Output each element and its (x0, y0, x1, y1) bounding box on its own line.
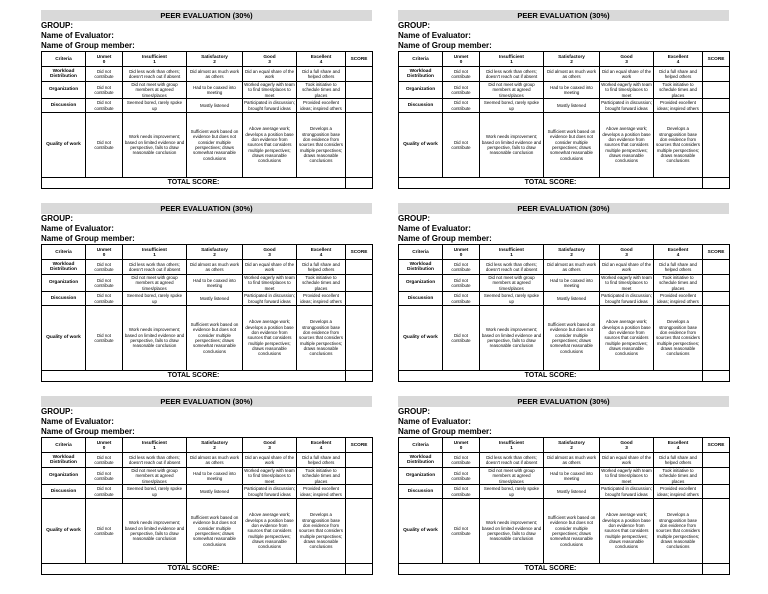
rubric-cell: Develops a strongposition base don evidence from sources that considers multiple perspectives; draws reasonable conclusions (297, 113, 346, 178)
rubric-cell: Did not contribute (443, 99, 480, 113)
rubric-row-workload (399, 260, 730, 275)
peer-evaluation-form (41, 203, 372, 390)
rubric-cell: Did not contribute (443, 453, 480, 468)
rubric-cell: Mostly listened (544, 292, 600, 306)
evaluator-label: Name of Evaluator: (41, 224, 114, 233)
rubric-cell: Develops a strongposition base don evidence from sources that considers multiple perspectives; draws reasonable conclusions (654, 499, 703, 564)
rubric-cell: Had to be coaxed into meeting (187, 82, 243, 99)
level-header: Satisfactory 2 (544, 52, 600, 67)
rubric-cell: Did not meet with group members at agreed times/places (123, 468, 187, 485)
score-cell[interactable] (346, 306, 373, 371)
rubric-cell: Work needs improvement; based on limited evidence and perspective, fails to draw reasonable conclusion (480, 499, 544, 564)
total-score-label: TOTAL SCORE: (399, 178, 703, 189)
rubric-cell: Seemed bored, rarely spoke up (480, 292, 544, 306)
rubric-cell: Develops a strongposition base don evidence from sources that considers multiple perspectives; draws reasonable conclusions (297, 499, 346, 564)
level-header: Insufficient 1 (480, 52, 544, 67)
criteria-cell: Quality of work (399, 306, 443, 371)
criteria-cell: Organization (399, 468, 443, 485)
rubric-cell: Did a full share and helped others (654, 453, 703, 468)
rubric-cell: Work needs improvement; based on limited evidence and perspective, fails to draw reasonable conclusion (123, 306, 187, 371)
criteria-cell: Organization (42, 82, 86, 99)
evaluator-label: Name of Evaluator: (41, 31, 114, 40)
group-member-label: Name of Group member: (398, 41, 492, 50)
rubric-cell: Did less work than others; doesn't reach out if absent (123, 260, 187, 275)
score-header: SCORE (346, 438, 373, 453)
rubric-cell: Did not contribute (86, 292, 123, 306)
rubric-header-row (399, 52, 730, 67)
rubric-cell: Mostly listened (187, 292, 243, 306)
group-member-label: Name of Group member: (398, 427, 492, 436)
criteria-cell: Quality of work (399, 499, 443, 564)
score-cell[interactable] (703, 275, 730, 292)
rubric-header-row (42, 438, 373, 453)
peer-evaluation-form (41, 10, 372, 197)
total-score-cell[interactable] (346, 564, 373, 575)
rubric-row-quality (399, 499, 730, 564)
rubric-row-discussion (42, 99, 373, 113)
criteria-cell: Workload Distribution (399, 453, 443, 468)
rubric-cell: Did almost as much work as others (544, 453, 600, 468)
rubric-cell: Worked eagerly with team to find times/places to meet (601, 82, 652, 98)
rubric-cell: Sufficient work based on evidence but does not consider multiple perspectives; draws somewhat reasonable conclusions (544, 113, 600, 178)
level-header: Good 3 (243, 52, 297, 67)
rubric-cell: Did almost as much work as others (187, 453, 243, 468)
form-title: PEER EVALUATION (30%) (41, 10, 372, 21)
group-member-label: Name of Group member: (398, 234, 492, 243)
evaluator-label: Name of Evaluator: (398, 224, 471, 233)
level-header: Excellent 4 (297, 52, 346, 67)
score-cell[interactable] (346, 485, 373, 499)
score-cell[interactable] (703, 113, 730, 178)
rubric-row-quality (42, 499, 373, 564)
peer-evaluation-form (41, 396, 372, 583)
score-header: SCORE (346, 245, 373, 260)
score-header: SCORE (703, 52, 730, 67)
peer-evaluation-form (398, 203, 729, 390)
rubric-cell: Did less work than others; doesn't reach out if absent (480, 67, 544, 82)
rubric-row-workload (399, 453, 730, 468)
rubric-cell: Sufficient work based on evidence but does not consider multiple perspectives; draws somewhat reasonable conclusions (187, 499, 243, 564)
rubric-header-row (42, 52, 373, 67)
rubric-table (398, 244, 730, 382)
total-score-label: TOTAL SCORE: (399, 564, 703, 575)
rubric-cell: Did almost as much work as others (544, 67, 600, 82)
rubric-cell: Seemed bored, rarely spoke up (123, 99, 187, 113)
rubric-row-quality (42, 113, 373, 178)
evaluator-label: Name of Evaluator: (398, 31, 471, 40)
rubric-cell: Did almost as much work as others (544, 260, 600, 275)
rubric-row-workload (399, 67, 730, 82)
rubric-cell: Above average work; develops a position base don evidence from sources that considers multiple perspectives; draws reasonable conclusions (243, 499, 297, 564)
criteria-cell: Quality of work (42, 499, 86, 564)
total-row (399, 178, 730, 189)
rubric-cell: Had to be coaxed into meeting (544, 468, 600, 485)
rubric-cell: Above average work; develops a position base don evidence from sources that considers multiple perspectives; draws reasonable conclusions (600, 499, 654, 564)
rubric-cell: Worked eagerly with team to find times/places to meet (244, 82, 295, 98)
rubric-row-discussion (42, 485, 373, 499)
rubric-cell: Did an equal share of the work (243, 453, 297, 468)
rubric-cell: Work needs improvement; based on limited evidence and perspective, fails to draw reasonable conclusion (123, 499, 187, 564)
score-cell[interactable] (703, 99, 730, 113)
level-header: Insufficient 1 (123, 52, 187, 67)
rubric-cell: Provided excellent ideas; inspired others (297, 99, 346, 113)
total-score-label: TOTAL SCORE: (42, 178, 346, 189)
score-cell[interactable] (703, 67, 730, 82)
criteria-cell: Organization (42, 468, 86, 485)
score-cell[interactable] (703, 260, 730, 275)
criteria-header: Criteria (42, 52, 86, 67)
level-header: Satisfactory 2 (187, 438, 243, 453)
criteria-cell: Organization (399, 275, 443, 292)
score-cell[interactable] (346, 67, 373, 82)
rubric-cell: Had to be coaxed into meeting (544, 275, 600, 292)
rubric-cell: Participated in discussion; brought forward ideas (244, 293, 295, 304)
rubric-cell: Sufficient work based on evidence but does not consider multiple perspectives; draws somewhat reasonable conclusions (544, 306, 600, 371)
rubric-table (398, 51, 730, 189)
rubric-row-organization (42, 82, 373, 99)
rubric-cell: Provided excellent ideas; inspired others (654, 99, 703, 113)
rubric-cell: Had to be coaxed into meeting (187, 468, 243, 485)
criteria-cell: Discussion (399, 485, 443, 499)
level-header: Unmet 0 (86, 438, 123, 453)
rubric-cell: Participated in discussion; brought forward ideas (601, 293, 652, 304)
level-header: Excellent 4 (654, 52, 703, 67)
rubric-cell: Worked eagerly with team to find times/places to meet (244, 275, 295, 291)
rubric-row-organization (399, 82, 730, 99)
rubric-cell: Did not contribute (443, 485, 480, 499)
score-cell[interactable] (703, 468, 730, 485)
rubric-cell: Did not contribute (443, 67, 480, 82)
rubric-row-discussion (399, 485, 730, 499)
form-title: PEER EVALUATION (30%) (398, 203, 729, 214)
rubric-cell: Did less work than others; doesn't reach out if absent (123, 453, 187, 468)
total-row (42, 564, 373, 575)
criteria-header: Criteria (399, 245, 443, 260)
rubric-cell: Did less work than others; doesn't reach out if absent (480, 260, 544, 275)
rubric-cell: Above average work; develops a position base don evidence from sources that considers multiple perspectives; draws reasonable conclusions (243, 306, 297, 371)
score-cell[interactable] (346, 453, 373, 468)
rubric-cell: Did almost as much work as others (187, 260, 243, 275)
rubric-cell: Provided excellent ideas; inspired others (297, 292, 346, 306)
total-score-cell[interactable] (703, 178, 730, 189)
rubric-row-organization (399, 468, 730, 485)
rubric-cell: Seemed bored, rarely spoke up (480, 485, 544, 499)
level-header: Good 3 (243, 438, 297, 453)
rubric-row-discussion (399, 292, 730, 306)
level-header: Good 3 (600, 245, 654, 260)
rubric-cell: Above average work; develops a position base don evidence from sources that considers multiple perspectives; draws reasonable conclusions (243, 113, 297, 178)
rubric-cell: Did not contribute (443, 260, 480, 275)
rubric-cell: Did not contribute (86, 99, 123, 113)
criteria-cell: Workload Distribution (42, 260, 86, 275)
rubric-row-workload (42, 67, 373, 82)
total-score-label: TOTAL SCORE: (42, 564, 346, 575)
evaluator-label: Name of Evaluator: (41, 417, 114, 426)
group-label: GROUP: (41, 407, 73, 416)
rubric-cell: Sufficient work based on evidence but does not consider multiple perspectives; draws somewhat reasonable conclusions (544, 499, 600, 564)
level-header: Unmet 0 (86, 245, 123, 260)
group-label: GROUP: (398, 21, 430, 30)
group-label: GROUP: (41, 21, 73, 30)
criteria-cell: Discussion (399, 99, 443, 113)
rubric-cell: Did not contribute (86, 485, 123, 499)
rubric-cell: Develops a strongposition base don evidence from sources that considers multiple perspectives; draws reasonable conclusions (297, 306, 346, 371)
criteria-cell: Discussion (42, 485, 86, 499)
rubric-table (398, 437, 730, 575)
rubric-cell: Work needs improvement; based on limited evidence and perspective, fails to draw reasonable conclusion (123, 113, 187, 178)
peer-evaluation-form (398, 10, 729, 197)
peer-evaluation-form (398, 396, 729, 583)
criteria-cell: Organization (42, 275, 86, 292)
rubric-cell: Work needs improvement; based on limited evidence and perspective, fails to draw reasonable conclusion (480, 306, 544, 371)
rubric-cell: Participated in discussion; brought forward ideas (244, 100, 295, 111)
rubric-cell: Did a full share and helped others (297, 453, 346, 468)
group-label: GROUP: (398, 407, 430, 416)
rubric-cell: Provided excellent ideas; inspired others (654, 292, 703, 306)
score-cell[interactable] (703, 292, 730, 306)
rubric-row-quality (399, 113, 730, 178)
rubric-cell: Took initiative to schedule times and places (654, 468, 703, 485)
rubric-cell: Did not contribute (86, 453, 123, 468)
rubric-cell: Did a full share and helped others (654, 67, 703, 82)
rubric-cell: Had to be coaxed into meeting (187, 275, 243, 292)
rubric-table (41, 244, 373, 382)
rubric-cell: Took initiative to schedule times and places (654, 275, 703, 292)
total-row (42, 371, 373, 382)
rubric-cell: Did not contribute (443, 113, 480, 178)
rubric-cell: Did less work than others; doesn't reach out if absent (480, 453, 544, 468)
criteria-cell: Workload Distribution (42, 67, 86, 82)
group-member-label: Name of Group member: (41, 234, 135, 243)
rubric-cell: Sufficient work based on evidence but does not consider multiple perspectives; draws somewhat reasonable conclusions (187, 113, 243, 178)
rubric-cell: Sufficient work based on evidence but does not consider multiple perspectives; draws somewhat reasonable conclusions (187, 306, 243, 371)
rubric-cell: Participated in discussion; brought forward ideas (244, 486, 295, 497)
criteria-cell: Quality of work (42, 113, 86, 178)
rubric-cell: Did not contribute (443, 275, 480, 292)
level-header: Satisfactory 2 (544, 438, 600, 453)
score-cell[interactable] (703, 453, 730, 468)
score-cell[interactable] (346, 292, 373, 306)
rubric-cell: Did an equal share of the work (243, 260, 297, 275)
rubric-cell: Did a full share and helped others (654, 260, 703, 275)
rubric-cell: Did not contribute (443, 82, 480, 99)
form-title: PEER EVALUATION (30%) (398, 10, 729, 21)
rubric-cell: Mostly listened (187, 485, 243, 499)
rubric-header-row (42, 245, 373, 260)
rubric-cell: Took initiative to schedule times and places (654, 82, 703, 99)
rubric-cell: Did not contribute (86, 499, 123, 564)
total-row (42, 178, 373, 189)
criteria-cell: Workload Distribution (399, 67, 443, 82)
rubric-cell: Took initiative to schedule times and places (297, 468, 346, 485)
group-member-label: Name of Group member: (41, 41, 135, 50)
rubric-cell: Did not contribute (86, 67, 123, 82)
rubric-cell: Worked eagerly with team to find times/places to meet (601, 468, 652, 484)
rubric-table (41, 437, 373, 575)
rubric-cell: Participated in discussion; brought forward ideas (601, 100, 652, 111)
rubric-cell: Did not meet with group members at agreed times/places (480, 82, 544, 99)
rubric-cell: Did not contribute (86, 260, 123, 275)
rubric-cell: Did not contribute (86, 275, 123, 292)
score-cell[interactable] (346, 499, 373, 564)
score-cell[interactable] (703, 499, 730, 564)
score-cell[interactable] (346, 468, 373, 485)
level-header: Good 3 (243, 245, 297, 260)
level-header: Satisfactory 2 (187, 245, 243, 260)
rubric-cell: Did not contribute (443, 306, 480, 371)
rubric-cell: Did not contribute (443, 468, 480, 485)
rubric-header-row (399, 438, 730, 453)
rubric-table (41, 51, 373, 189)
form-title: PEER EVALUATION (30%) (398, 396, 729, 407)
rubric-cell: Did not contribute (443, 499, 480, 564)
rubric-cell: Did not meet with group members at agreed times/places (480, 468, 544, 485)
rubric-cell: Participated in discussion; brought forward ideas (601, 486, 652, 497)
total-score-label: TOTAL SCORE: (42, 371, 346, 382)
total-score-label: TOTAL SCORE: (399, 371, 703, 382)
rubric-row-discussion (42, 292, 373, 306)
rubric-header-row (399, 245, 730, 260)
total-score-cell[interactable] (703, 371, 730, 382)
level-header: Insufficient 1 (123, 245, 187, 260)
rubric-cell: Did a full share and helped others (297, 67, 346, 82)
rubric-cell: Develops a strongposition base don evidence from sources that considers multiple perspectives; draws reasonable conclusions (654, 306, 703, 371)
rubric-cell: Worked eagerly with team to find times/places to meet (244, 468, 295, 484)
rubric-cell: Did not contribute (443, 292, 480, 306)
rubric-row-workload (42, 260, 373, 275)
criteria-cell: Quality of work (42, 306, 86, 371)
score-cell[interactable] (346, 82, 373, 99)
level-header: Satisfactory 2 (187, 52, 243, 67)
level-header: Unmet 0 (443, 245, 480, 260)
level-header: Unmet 0 (443, 438, 480, 453)
level-header: Good 3 (600, 52, 654, 67)
rubric-cell: Provided excellent ideas; inspired others (654, 485, 703, 499)
rubric-cell: Mostly listened (544, 99, 600, 113)
rubric-cell: Provided excellent ideas; inspired others (297, 485, 346, 499)
form-title: PEER EVALUATION (30%) (41, 396, 372, 407)
criteria-header: Criteria (399, 438, 443, 453)
criteria-cell: Discussion (399, 292, 443, 306)
criteria-header: Criteria (42, 438, 86, 453)
level-header: Excellent 4 (297, 438, 346, 453)
score-cell[interactable] (703, 82, 730, 99)
rubric-cell: Did not contribute (86, 306, 123, 371)
form-title: PEER EVALUATION (30%) (41, 203, 372, 214)
level-header: Excellent 4 (654, 438, 703, 453)
criteria-cell: Organization (399, 82, 443, 99)
rubric-row-quality (42, 306, 373, 371)
rubric-row-workload (42, 453, 373, 468)
score-cell[interactable] (346, 275, 373, 292)
score-cell[interactable] (703, 485, 730, 499)
rubric-cell: Above average work; develops a position base don evidence from sources that considers multiple perspectives; draws reasonable conclusions (600, 113, 654, 178)
criteria-cell: Workload Distribution (399, 260, 443, 275)
rubric-cell: Did an equal share of the work (600, 453, 654, 468)
level-header: Good 3 (600, 438, 654, 453)
score-header: SCORE (703, 245, 730, 260)
rubric-cell: Work needs improvement; based on limited evidence and perspective, fails to draw reasonable conclusion (480, 113, 544, 178)
level-header: Excellent 4 (297, 245, 346, 260)
criteria-header: Criteria (42, 245, 86, 260)
rubric-cell: Did not contribute (86, 468, 123, 485)
criteria-cell: Workload Distribution (42, 453, 86, 468)
rubric-cell: Did almost as much work as others (187, 67, 243, 82)
score-cell[interactable] (346, 99, 373, 113)
group-member-label: Name of Group member: (41, 427, 135, 436)
total-row (399, 564, 730, 575)
total-score-cell[interactable] (703, 564, 730, 575)
evaluator-label: Name of Evaluator: (398, 417, 471, 426)
total-score-cell[interactable] (346, 371, 373, 382)
rubric-cell: Seemed bored, rarely spoke up (123, 292, 187, 306)
rubric-cell: Above average work; develops a position base don evidence from sources that considers multiple perspectives; draws reasonable conclusions (600, 306, 654, 371)
score-header: SCORE (346, 52, 373, 67)
rubric-row-organization (399, 275, 730, 292)
rubric-cell: Did less work than others; doesn't reach out if absent (123, 67, 187, 82)
level-header: Unmet 0 (86, 52, 123, 67)
rubric-row-quality (399, 306, 730, 371)
score-cell[interactable] (703, 306, 730, 371)
level-header: Insufficient 1 (480, 245, 544, 260)
rubric-row-discussion (399, 99, 730, 113)
score-header: SCORE (703, 438, 730, 453)
group-label: GROUP: (398, 214, 430, 223)
rubric-cell: Did not meet with group members at agreed times/places (123, 275, 187, 292)
rubric-cell: Seemed bored, rarely spoke up (480, 99, 544, 113)
level-header: Satisfactory 2 (544, 245, 600, 260)
rubric-cell: Did not contribute (86, 113, 123, 178)
score-cell[interactable] (346, 260, 373, 275)
rubric-cell: Did an equal share of the work (600, 260, 654, 275)
total-score-cell[interactable] (346, 178, 373, 189)
total-row (399, 371, 730, 382)
rubric-cell: Did not contribute (86, 82, 123, 99)
rubric-cell: Took initiative to schedule times and places (297, 82, 346, 99)
rubric-cell: Seemed bored, rarely spoke up (123, 485, 187, 499)
rubric-row-organization (42, 468, 373, 485)
rubric-cell: Develops a strongposition base don evidence from sources that considers multiple perspectives; draws reasonable conclusions (654, 113, 703, 178)
level-header: Excellent 4 (654, 245, 703, 260)
rubric-cell: Mostly listened (187, 99, 243, 113)
rubric-cell: Mostly listened (544, 485, 600, 499)
rubric-cell: Worked eagerly with team to find times/places to meet (601, 275, 652, 291)
rubric-cell: Did not meet with group members at agreed times/places (123, 82, 187, 99)
level-header: Insufficient 1 (123, 438, 187, 453)
criteria-header: Criteria (399, 52, 443, 67)
rubric-cell: Did an equal share of the work (243, 67, 297, 82)
criteria-cell: Quality of work (399, 113, 443, 178)
rubric-cell: Took initiative to schedule times and places (297, 275, 346, 292)
score-cell[interactable] (346, 113, 373, 178)
rubric-cell: Did an equal share of the work (600, 67, 654, 82)
rubric-cell: Did a full share and helped others (297, 260, 346, 275)
level-header: Insufficient 1 (480, 438, 544, 453)
rubric-row-organization (42, 275, 373, 292)
criteria-cell: Discussion (42, 99, 86, 113)
criteria-cell: Discussion (42, 292, 86, 306)
level-header: Unmet 0 (443, 52, 480, 67)
rubric-cell: Did not meet with group members at agreed times/places (480, 275, 544, 292)
rubric-cell: Had to be coaxed into meeting (544, 82, 600, 99)
group-label: GROUP: (41, 214, 73, 223)
